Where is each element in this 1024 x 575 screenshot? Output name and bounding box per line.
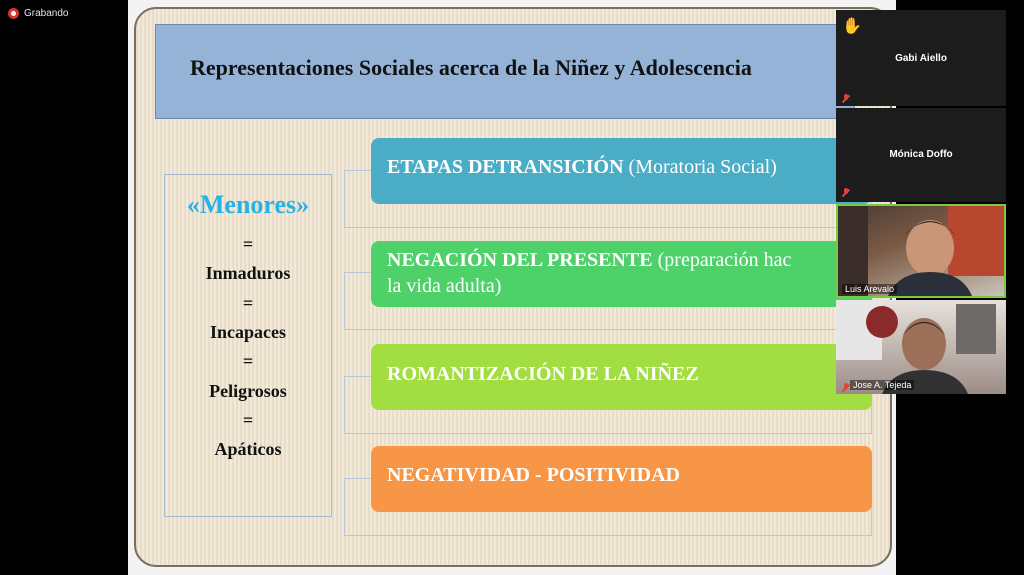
equals-sign: = bbox=[242, 293, 254, 313]
mic-muted-icon bbox=[842, 383, 850, 392]
slide-title: Representaciones Sociales acerca de la Niñez y Adolescencia bbox=[190, 55, 752, 80]
menores-term: Apáticos bbox=[214, 439, 282, 459]
menores-term: Incapaces bbox=[210, 322, 286, 342]
participant-name: Jose A. Tejeda bbox=[850, 380, 914, 390]
menores-term: Inmaduros bbox=[205, 263, 291, 283]
participant-video-tile[interactable] bbox=[836, 300, 1006, 394]
participant-video-luis bbox=[838, 206, 1004, 296]
item-romantizacion-ninez: ROMANTIZACIÓN DE LA NIÑEZ bbox=[371, 344, 872, 410]
participant-name: Mónica Doffo bbox=[889, 149, 953, 160]
mic-muted-icon bbox=[842, 188, 850, 197]
mic-muted-icon bbox=[842, 94, 850, 103]
equals-sign: = bbox=[242, 410, 254, 430]
participant-video-tile[interactable] bbox=[836, 204, 1006, 298]
participant-name: Luis Arevalo bbox=[842, 284, 897, 294]
participant-name: Gabi Aiello bbox=[895, 53, 947, 64]
item-negatividad-positividad: NEGATIVIDAD - POSITIVIDAD bbox=[371, 446, 872, 512]
participant-tile[interactable] bbox=[836, 108, 1006, 202]
equals-sign: = bbox=[242, 234, 254, 254]
item-negacion-presente: NEGACIÓN DEL PRESENTE (preparación hac la vida adulta) bbox=[371, 241, 872, 307]
menores-heading: «Menores» bbox=[186, 190, 310, 219]
raised-hand-icon: ✋ bbox=[842, 18, 862, 35]
menores-term: Peligrosos bbox=[209, 381, 287, 401]
item-etapas-transicion: ETAPAS DETRANSICIÓN (Moratoria Social) bbox=[371, 138, 872, 204]
equals-sign: = bbox=[242, 351, 254, 371]
menores-box bbox=[164, 174, 332, 517]
recording-label: Grabando bbox=[24, 8, 69, 19]
record-icon bbox=[8, 8, 19, 19]
recording-indicator bbox=[8, 8, 68, 19]
